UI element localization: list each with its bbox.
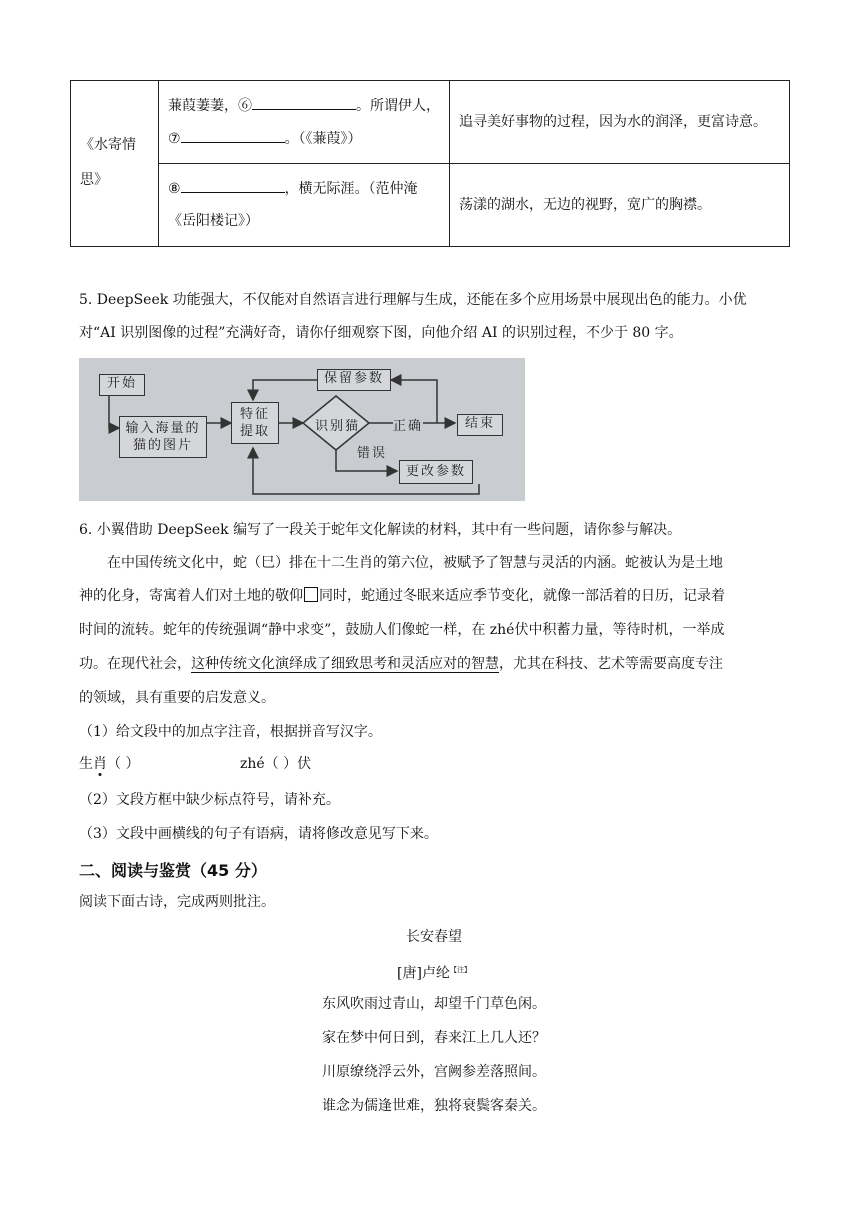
verse-text: ⑧ — [168, 181, 181, 197]
q6-sub1-answers — [79, 754, 139, 774]
poem-author-line — [0, 960, 868, 984]
recognize-label: 识别猫 — [315, 419, 361, 434]
para-text: ，尤其在科技、艺术等需要高度专注 — [499, 656, 723, 672]
poem-line-2: 家在梦中何日到，春来江上几人还？ — [322, 1030, 546, 1046]
poem-title: 长安春望 — [406, 929, 462, 945]
wrong-label: 错误 — [357, 446, 388, 461]
q6-para-line1: 在中国传统文化中，蛇（巳）排在十二生肖的第六位，被赋予了智慧与灵活的内涵。蛇被认为是土地 — [107, 555, 723, 571]
para-text: 神的化身，寄寓着人们对土地的敬仰 — [79, 588, 303, 604]
section-2-intro: 阅读下面古诗，完成两则批注。 — [79, 894, 275, 910]
q6-intro: 6. 小翼借助 DeepSeek 编写了一段关于蛇年文化解读的材料，其中有一些问题，请你参与解决。 — [79, 522, 682, 538]
start-box: 开始 — [99, 374, 145, 396]
table-row2-verse-line1 — [168, 178, 418, 199]
feature-box — [231, 402, 279, 444]
section-2-heading: 二、阅读与鉴赏（45 分） — [79, 861, 267, 880]
table-row-divider — [158, 163, 790, 164]
poem-line-1: 东风吹雨过青山，却望千门草色闲。 — [322, 996, 546, 1012]
para-text: 功。在现代社会， — [79, 656, 191, 672]
q6-sub1-zhe[interactable]: zhé（ ）伏 — [240, 756, 312, 772]
table-row1-note: 追寻美好事物的过程，因为水的润泽，更富诗意。 — [459, 114, 767, 130]
correct-label: 正确 — [393, 415, 423, 434]
verse-text: 。（《蒹葭》） — [284, 131, 362, 147]
q6-para-line5: 的领域，具有重要的启发意义。 — [79, 690, 275, 706]
feature-box-line2: 提取 — [239, 424, 270, 439]
blank-6[interactable] — [252, 95, 356, 110]
input-box-line2: 猫的图片 — [132, 438, 193, 453]
underlined-sentence: 这种传统文化演绎成了细致思考和灵活应对的智慧 — [191, 656, 499, 672]
arrow-keep-to-feature — [253, 380, 317, 400]
punctuation-box[interactable] — [304, 587, 318, 602]
poem-line-3: 川原缭绕浮云外，宫阙参差落照间。 — [322, 1064, 546, 1080]
dotted-char-xiao: 肖 — [93, 756, 107, 772]
poem-author: [唐]卢纶 — [397, 965, 450, 982]
verse-text: 蒹葭萋萋，⑥ — [168, 98, 252, 114]
verse-text: 。所谓伊人， — [356, 98, 440, 114]
table-row2-note: 荡漾的湖水，无边的视野，宽广的胸襟。 — [459, 197, 711, 213]
end-box: 结束 — [457, 414, 503, 436]
verse-text: ⑦ — [168, 131, 181, 147]
blank-7[interactable] — [181, 128, 285, 143]
q6-para-line3: 时间的流转。蛇年的传统强调“静中求变”，鼓励人们像蛇一样，在 zhé伏中积蓄力量，等待时机，一举成 — [79, 622, 725, 638]
para-text: 同时，蛇通过冬眠来适应季节变化，就像一部活着的日历，记录着 — [319, 588, 725, 604]
poem-note-mark: 【注】 — [449, 966, 471, 974]
table-row1-verse-line1 — [168, 95, 440, 116]
q6-sub3: （3）文段中画横线的句子有语病，请将修改意见写下来。 — [79, 826, 438, 842]
blank-8[interactable] — [181, 178, 285, 193]
input-box — [119, 416, 207, 458]
q6-para-line2 — [79, 586, 725, 606]
q5-line2: 对“AI 识别图像的过程”充满好奇，请你仔细观察下图，向他介绍 AI 的识别过程，不少于 80 字。 — [79, 325, 683, 341]
ai-recognition-flowchart — [79, 358, 525, 501]
table-row1-verse-line2 — [168, 128, 362, 149]
q6-sub1: （1）给文段中的加点字注音，根据拼音写汉字。 — [79, 724, 382, 740]
feature-box-line1: 特征 — [239, 407, 270, 422]
change-params-box: 更改参数 — [399, 460, 473, 484]
poem-line-4: 谁念为儒逢世难，独将衰鬓客秦关。 — [322, 1098, 546, 1114]
answer-paren-1[interactable]: （ ） — [107, 756, 140, 772]
q6-para-line4 — [79, 654, 723, 674]
table-row2-verse-line2: 《岳阳楼记》） — [168, 213, 259, 229]
input-box-line1: 输入海量的 — [125, 421, 201, 436]
q6-sub2: （2）文段方框中缺少标点符号，请补充。 — [79, 792, 340, 808]
q5-line1: 5. DeepSeek 功能强大，不仅能对自然语言进行理解与生成，还能在多个应用场景中展现出色的能力。小优 — [79, 292, 747, 308]
char-sheng: 生 — [79, 756, 93, 772]
arrow-start-to-input — [109, 396, 119, 428]
keep-params-box: 保留参数 — [317, 369, 391, 391]
verse-text: ，横无际涯。（范仲淹 — [284, 181, 418, 197]
table-theme-line2: 思》 — [80, 172, 108, 188]
table-theme-line1: 《水寄情 — [80, 137, 136, 153]
